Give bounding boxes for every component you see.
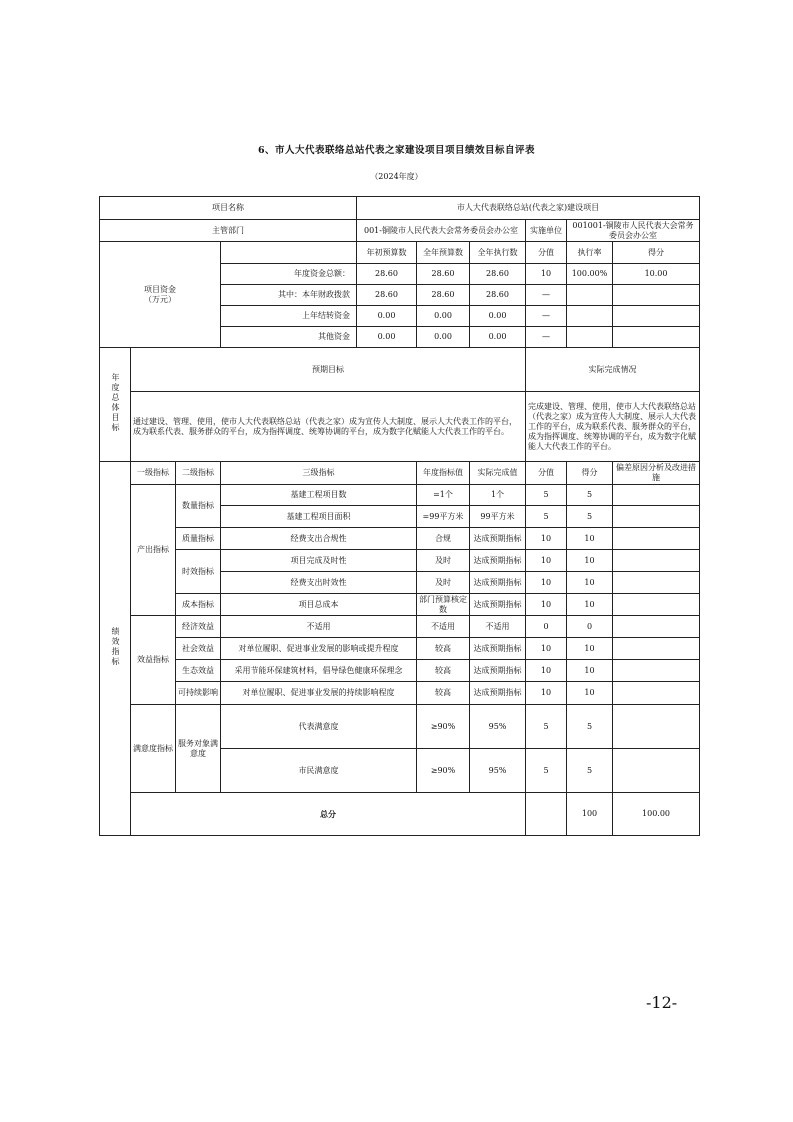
- goals-actual-text: 完成建设、管理、使用，使市人大代表联络总站（代表之家）成为宣传人大制度、展示人大代表工作的平台，成为联系代表、服务群众的平台，成为指挥调度、统筹协调的平台，成为数字化赋能人大代表工作的平台。: [526, 392, 700, 462]
- goals-side-label: 年度总体目标: [100, 348, 131, 462]
- perf-got: 5: [567, 485, 613, 506]
- perf-analysis: [613, 616, 700, 638]
- perf-l3-name: 基建工程项目面积: [221, 506, 417, 528]
- funds-initial: 28.60: [357, 264, 417, 285]
- perf-got: 5: [567, 506, 613, 528]
- perf-l2-cost: 成本指标: [176, 594, 221, 616]
- funds-got: [613, 327, 700, 348]
- perf-l2-ecological: 生态效益: [176, 660, 221, 682]
- perf-actual: 达成预期指标: [470, 528, 526, 550]
- perf-score: 10: [526, 572, 567, 594]
- department-value: 001-铜陵市人民代表大会常务委员会办公室: [357, 220, 526, 242]
- perf-header-actual: 实际完成值: [470, 462, 526, 485]
- funds-col-got: 得分: [613, 242, 700, 264]
- perf-actual: 达成预期指标: [470, 660, 526, 682]
- perf-score: 5: [526, 485, 567, 506]
- perf-score: 10: [526, 528, 567, 550]
- goals-header-row: [100, 348, 700, 392]
- perf-analysis: [613, 638, 700, 660]
- perf-analysis: [613, 528, 700, 550]
- funds-header-row: [100, 242, 700, 264]
- goals-expected-header: 预期目标: [131, 348, 526, 392]
- funds-col-rate: 执行率: [567, 242, 613, 264]
- perf-l2-timeliness: 时效指标: [176, 550, 221, 594]
- perf-l3-name: 不适用: [221, 616, 417, 638]
- funds-full: 0.00: [417, 327, 470, 348]
- funds-score: 10: [526, 264, 567, 285]
- page-number: -12-: [646, 993, 678, 1012]
- perf-target: ≥90%: [417, 749, 470, 793]
- perf-header-l3: 三级指标: [221, 462, 417, 485]
- perf-l2-service-satisfaction: 服务对象满意度: [176, 705, 221, 793]
- perf-l2-social: 社会效益: [176, 638, 221, 660]
- perf-analysis: [613, 572, 700, 594]
- funds-exec: 0.00: [470, 327, 526, 348]
- perf-score: 0: [526, 616, 567, 638]
- perf-target: 及时: [417, 572, 470, 594]
- perf-got: 10: [567, 528, 613, 550]
- table-row: [100, 705, 700, 749]
- funds-col-exec: 全年执行数: [470, 242, 526, 264]
- perf-header-row: [100, 462, 700, 485]
- perf-actual: 达成预期指标: [470, 572, 526, 594]
- perf-got: 10: [567, 594, 613, 616]
- funds-exec: 28.60: [470, 285, 526, 306]
- perf-header-got: 得分: [567, 462, 613, 485]
- table-row: [100, 594, 700, 616]
- perf-analysis: [613, 682, 700, 705]
- perf-l3-name: 经费支出合规性: [221, 528, 417, 550]
- table-row: [100, 485, 700, 506]
- perf-l2-quantity: 数量指标: [176, 485, 221, 528]
- funds-full: 0.00: [417, 306, 470, 327]
- total-got: 100.00: [613, 793, 700, 836]
- table-row: [100, 682, 700, 705]
- perf-l2-sustainable: 可持续影响: [176, 682, 221, 705]
- total-score: 100: [567, 793, 613, 836]
- funds-row-label: 年度资金总额：: [221, 264, 357, 285]
- funds-rate: [567, 285, 613, 306]
- perf-header-analysis: 偏差原因分析及改进措施: [613, 462, 700, 485]
- goals-expected-text: 通过建设、管理、使用，使市人大代表联络总站（代表之家）成为宣传人大制度、展示人大代表工作的平台，成为联系代表、服务群众的平台，成为指挥调度、统筹协调的平台，成为数字化赋能人大代表工作的平台。: [131, 392, 526, 462]
- perf-l3-name: 对单位履职、促进事业发展的影响或提升程度: [221, 638, 417, 660]
- funds-label: 项目资金 （万元）: [100, 242, 221, 348]
- funds-col-initial: 年初预算数: [357, 242, 417, 264]
- perf-actual: 达成预期指标: [470, 638, 526, 660]
- implementer-label: 实施单位: [526, 220, 567, 242]
- total-actual-blank: [526, 793, 567, 836]
- perf-header-target: 年度指标值: [417, 462, 470, 485]
- perf-got: 10: [567, 572, 613, 594]
- perf-score: 5: [526, 749, 567, 793]
- perf-l3-name: 项目完成及时性: [221, 550, 417, 572]
- table-row: [100, 660, 700, 682]
- perf-got: 5: [567, 705, 613, 749]
- funds-rate: [567, 327, 613, 348]
- perf-l2-economic: 经济效益: [176, 616, 221, 638]
- perf-actual: 95%: [470, 749, 526, 793]
- perf-l2-quality: 质量指标: [176, 528, 221, 550]
- goals-content-row: [100, 392, 700, 462]
- perf-l1-satisfaction: 满意度指标: [131, 705, 176, 793]
- perf-got: 10: [567, 660, 613, 682]
- perf-l3-name: 代表满意度: [221, 705, 417, 749]
- perf-score: 5: [526, 506, 567, 528]
- perf-got: 5: [567, 749, 613, 793]
- funds-initial: 0.00: [357, 306, 417, 327]
- perf-l3-name: 市民满意度: [221, 749, 417, 793]
- perf-actual: 1个: [470, 485, 526, 506]
- perf-analysis: [613, 550, 700, 572]
- project-name-value: 市人大代表联络总站(代表之家)建设项目: [357, 197, 700, 220]
- perf-target: =99平方米: [417, 506, 470, 528]
- perf-l1-benefit: 效益指标: [131, 616, 176, 705]
- department-row: [100, 220, 700, 242]
- perf-score: 10: [526, 594, 567, 616]
- perf-score: 10: [526, 660, 567, 682]
- evaluation-table: [99, 196, 699, 836]
- funds-got: [613, 306, 700, 327]
- perf-actual: 达成预期指标: [470, 550, 526, 572]
- perf-actual: 95%: [470, 705, 526, 749]
- funds-full: 28.60: [417, 285, 470, 306]
- perf-target: 较高: [417, 660, 470, 682]
- table-row: [100, 638, 700, 660]
- perf-got: 0: [567, 616, 613, 638]
- perf-target: 较高: [417, 638, 470, 660]
- funds-exec: 28.60: [470, 264, 526, 285]
- perf-actual: 不适用: [470, 616, 526, 638]
- perf-target: ≥90%: [417, 705, 470, 749]
- total-label: 总分: [131, 793, 526, 836]
- funds-full: 28.60: [417, 264, 470, 285]
- perf-side-label: 绩效指标: [100, 462, 131, 836]
- perf-header-score: 分值: [526, 462, 567, 485]
- perf-analysis: [613, 660, 700, 682]
- project-name-label: 项目名称: [100, 197, 357, 220]
- perf-analysis: [613, 506, 700, 528]
- goals-actual-header: 实际完成情况: [526, 348, 700, 392]
- funds-row-label: 其中：本年财政拨款: [221, 285, 357, 306]
- perf-score: 10: [526, 638, 567, 660]
- perf-l3-name: 项目总成本: [221, 594, 417, 616]
- perf-l3-name: 采用节能环保建筑材料，倡导绿色健康环保理念: [221, 660, 417, 682]
- document-year: （2024年度）: [370, 172, 423, 181]
- perf-header-l2: 二级指标: [176, 462, 221, 485]
- perf-header-l1: 一级指标: [131, 462, 176, 485]
- perf-analysis: [613, 705, 700, 749]
- funds-got: 10.00: [613, 264, 700, 285]
- perf-got: 10: [567, 682, 613, 705]
- perf-target: 部门预算核定数: [417, 594, 470, 616]
- funds-row-label: 其他资金: [221, 327, 357, 348]
- perf-target: 合规: [417, 528, 470, 550]
- funds-score: —: [526, 306, 567, 327]
- perf-got: 10: [567, 638, 613, 660]
- perf-l3-name: 对单位履职、促进事业发展的持续影响程度: [221, 682, 417, 705]
- perf-target: 及时: [417, 550, 470, 572]
- implementer-value: 001001-铜陵市人民代表大会常务委员会办公室: [567, 220, 700, 242]
- perf-analysis: [613, 594, 700, 616]
- funds-col-score: 分值: [526, 242, 567, 264]
- department-label: 主管部门: [100, 220, 357, 242]
- funds-col-full: 全年预算数: [417, 242, 470, 264]
- funds-score: —: [526, 285, 567, 306]
- perf-score: 10: [526, 550, 567, 572]
- perf-analysis: [613, 485, 700, 506]
- perf-score: 5: [526, 705, 567, 749]
- perf-target: =1个: [417, 485, 470, 506]
- funds-row-label: 上年结转资金: [221, 306, 357, 327]
- perf-target: 较高: [417, 682, 470, 705]
- funds-got: [613, 285, 700, 306]
- project-name-row: [100, 197, 700, 220]
- perf-got: 10: [567, 550, 613, 572]
- total-row: [100, 793, 700, 836]
- perf-analysis: [613, 749, 700, 793]
- funds-exec: 0.00: [470, 306, 526, 327]
- perf-l3-name: 经费支出时效性: [221, 572, 417, 594]
- table-row: [100, 550, 700, 572]
- perf-actual: 99平方米: [470, 506, 526, 528]
- funds-header-blank: [221, 242, 357, 264]
- perf-score: 10: [526, 682, 567, 705]
- perf-actual: 达成预期指标: [470, 594, 526, 616]
- perf-actual: 达成预期指标: [470, 682, 526, 705]
- perf-target: 不适用: [417, 616, 470, 638]
- funds-score: —: [526, 327, 567, 348]
- perf-l1-output: 产出指标: [131, 485, 176, 616]
- perf-l3-name: 基建工程项目数: [221, 485, 417, 506]
- funds-initial: 28.60: [357, 285, 417, 306]
- document-title: 6、市人大代表联络总站代表之家建设项目项目绩效目标自评表: [257, 145, 536, 156]
- table-row: [100, 528, 700, 550]
- funds-rate: [567, 306, 613, 327]
- table-row: [100, 616, 700, 638]
- funds-initial: 0.00: [357, 327, 417, 348]
- funds-rate: 100.00%: [567, 264, 613, 285]
